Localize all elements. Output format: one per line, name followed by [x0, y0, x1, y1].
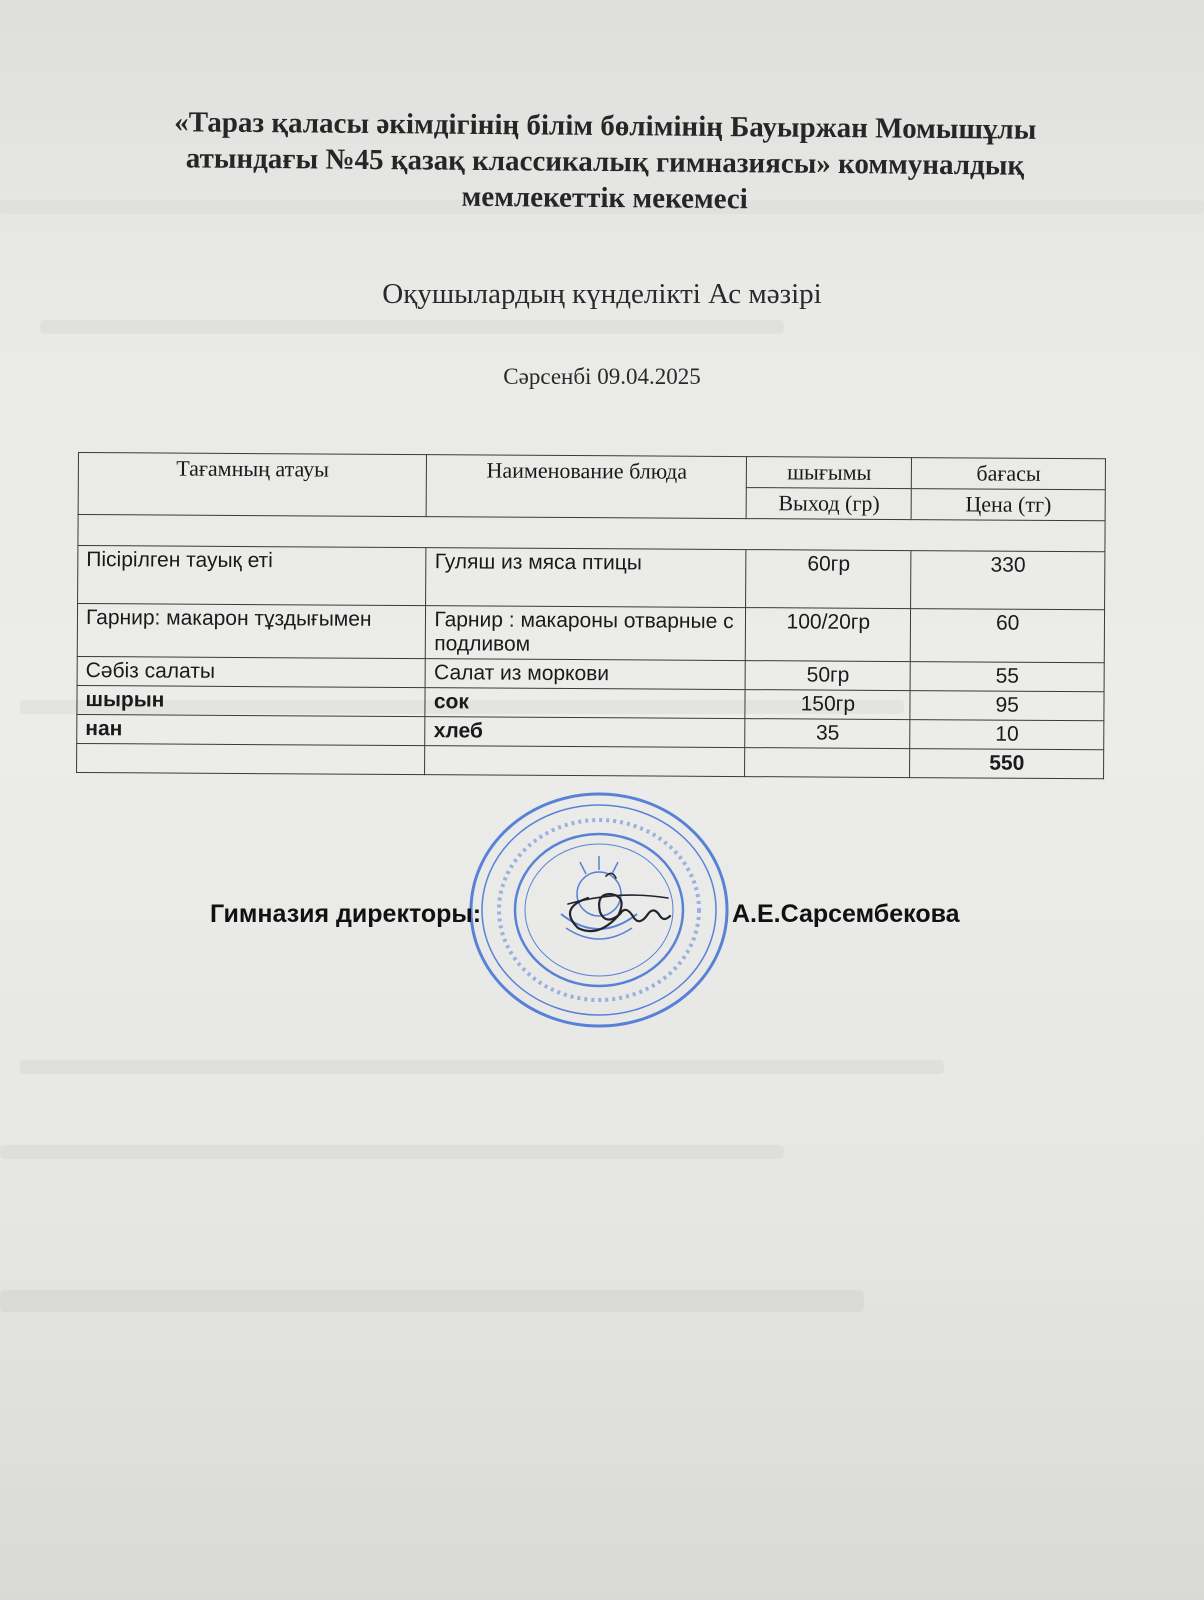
table-header-row — [78, 453, 1105, 490]
table-row — [77, 604, 1104, 663]
dish-price: 60 — [911, 609, 1105, 663]
header-price-ru: Цена (тг) — [912, 489, 1106, 521]
dish-output: 100/20гр — [746, 608, 911, 662]
dish-name-ru: хлеб — [425, 717, 745, 748]
dish-output: 50гр — [745, 661, 910, 691]
menu-table — [76, 452, 1106, 779]
dish-output: 35 — [745, 719, 910, 749]
dish-price: 95 — [910, 691, 1104, 721]
dish-name-ru: Салат из моркови — [426, 659, 746, 690]
header-price-kz: бағасы — [912, 458, 1106, 490]
director-name: А.Е.Сарсембекова — [732, 900, 960, 928]
header-output-ru: Выход (гр) — [746, 488, 911, 520]
dish-name-ru: Гуляш из мяса птицы — [426, 548, 746, 608]
document-header — [90, 104, 1121, 221]
dish-name-kz: шырын — [77, 685, 426, 716]
header-name-kz: Тағамның атауы — [78, 453, 427, 517]
dish-price: 330 — [911, 551, 1105, 610]
menu-date: Сәрсенбі 09.04.2025 — [503, 364, 701, 389]
dish-price: 55 — [910, 662, 1104, 692]
total-row — [77, 743, 1104, 778]
empty-cell — [745, 748, 910, 778]
empty-cell — [77, 743, 426, 774]
dish-name-ru: сок — [425, 688, 745, 719]
dish-name-kz: Пісірілген тауық еті — [78, 546, 427, 606]
table-row — [78, 546, 1105, 610]
header-line-1: «Тараз қаласы әкімдігінің білім бөлімінің Бауыржан Момышұлы — [174, 106, 1037, 146]
menu-title: Оқушылардың күнделікті Ас мәзірі — [382, 278, 822, 310]
bleed-through-text — [40, 320, 784, 334]
header-line-3: мемлекеттік мекемесі — [461, 180, 748, 216]
director-signature — [548, 868, 688, 948]
dish-name-kz: Сәбіз салаты — [77, 656, 426, 687]
dish-name-kz: Гарнир: макарон тұздығымен — [77, 604, 426, 659]
dish-output: 150гр — [745, 690, 910, 720]
dish-name-ru: Гарнир : макароны отварные с подливом — [426, 606, 746, 661]
bleed-through-text — [20, 1060, 944, 1074]
total-price: 550 — [910, 749, 1104, 779]
dish-price: 10 — [910, 720, 1104, 750]
dish-name-kz: нан — [77, 714, 426, 745]
header-output-kz: шығымы — [747, 457, 912, 489]
bleed-through-text — [0, 1290, 864, 1312]
header-name-ru: Наименование блюда — [427, 455, 747, 519]
empty-cell — [425, 746, 745, 777]
header-line-2: атындағы №45 қазақ классикалық гимназиясы» коммуналдық — [185, 142, 1025, 182]
bleed-through-text — [0, 1145, 784, 1159]
dish-output: 60гр — [746, 550, 911, 609]
director-label: Гимназия директоры: — [210, 900, 482, 928]
